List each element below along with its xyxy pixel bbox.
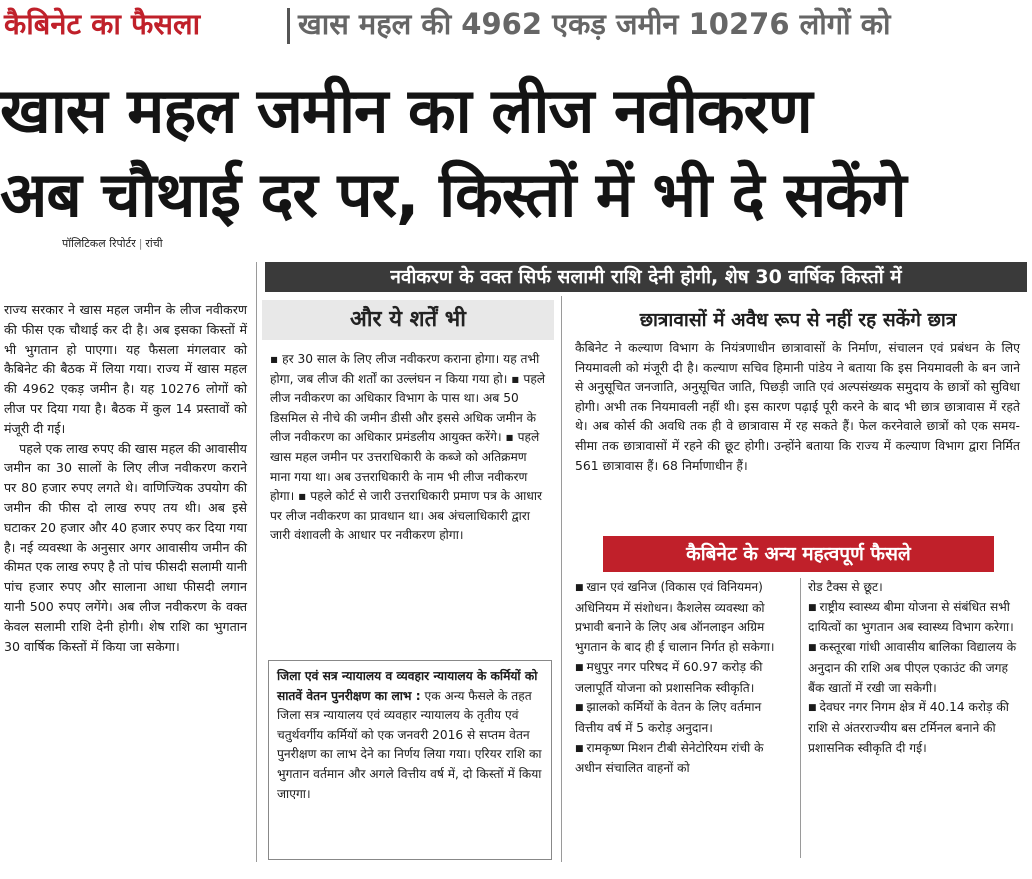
list-item: ■ झालको कर्मियों के वेतन के लिए वर्तमान वित्तीय वर्ष में 5 करोड़ अनुदान। — [575, 700, 762, 735]
headline-line-2: अब चौथाई दर पर, किस्तों में भी दे सकेंगे — [0, 158, 906, 231]
byline — [62, 236, 163, 251]
bullet-icon: ■ — [808, 602, 817, 613]
bullet-icon: ■ — [808, 643, 817, 654]
list-item-continued: रोड टैक्स से छूट। — [808, 580, 883, 594]
byline-city: रांची — [145, 237, 163, 250]
conditions-box-text: ▪ हर 30 साल के लिए लीज नवीकरण कराना होगा। यह तभी होगा, जब लीज की शर्तों का उल्लंघन न किया गया हो। ▪ पहले लीज नवीकरण का अधिकार विभाग के पास था। अब 50 डिसमिल से नीचे की जमीन डीसी और इससे अधिक जमीन के लीज नवीकरण का अधिकार प्रमंडलीय आयुक्त करेंगे। ▪ पहले खास महल जमीन पर उत्तराधिकारी के कब्जे को अतिक्रमण माना गया था। अब उत्तराधिकारी के नाम भी लीज नवीकरण होगा। ▪ पहले कोर्ट से जारी उत्तराधिकारी प्रमाण पत्र के आधार पर लीज नवीकरण का प्रावधान था। अब अंचलाधिकारी द्वारा जारी वंशावली के आधार पर नवीकरण होगा। — [270, 352, 546, 543]
subheadline-band: नवीकरण के वक्त सिर्फ सलामी राशि देनी होगी, शेष 30 वार्षिक किस्तों में — [265, 262, 1027, 292]
kicker-divider — [287, 8, 290, 44]
pay-revision-text: एक अन्य फैसले के तहत जिला सत्र न्यायालय एवं व्यवहार न्यायालय के तृतीय एवं चतुर्थवर्गीय कर्मियों को एक जनवरी 2016 से सप्तम वेतन पुनरीक्षण का लाभ देने का निर्णय लिया गया। एरियर राशि का भुगतान वर्तमान और अगले वित्तीय वर्ष में, दो किस्तों में किया जाएगा। — [277, 688, 542, 801]
list-item: ■ राष्ट्रीय स्वास्थ्य बीमा योजना से संबंधित सभी दायित्वों का भुगतान अब स्वास्थ्य विभाग करेगा। — [808, 599, 1014, 635]
column-rule-middle — [561, 296, 562, 862]
hostel-story-title: छात्रावासों में अवैध रूप से नहीं रह सकेंगे छात्र — [639, 309, 957, 331]
bullet-icon: ■ — [575, 583, 584, 593]
cabinet-decisions-title: कैबिनेट के अन्य महत्वपूर्ण फैसले — [603, 536, 994, 572]
bullet-icon: ■ — [575, 662, 584, 673]
main-story — [4, 300, 247, 656]
list-item: ■ मधुपुर नगर परिषद में 60.97 करोड़ की जलापूर्ति योजना को प्रशासनिक स्वीकृति। — [575, 659, 763, 695]
kicker-summary: खास महल की 4962 एकड़ जमीन 10276 लोगों को — [298, 7, 891, 41]
bullet-icon: ■ — [808, 703, 817, 714]
byline-reporter: पॉलिटिकल रिपोर्टर — [62, 237, 136, 250]
list-item: ■ रामकृष्ण मिशन टीबी सेनेटोरियम रांची के अधीन संचालित वाहनों को — [575, 740, 764, 776]
main-story-paragraph-1: राज्य सरकार ने खास महल जमीन के लीज नवीकरण की फीस एक चौथाई कर दी है। अब इसका किस्तों में भी भुगतान हो पाएगा। यह फैसला मंगलवार को कैबिनेट की बैठक में लिया गया। राज्य में खास महल की 4962 एकड़ जमीन है। यह 10276 लोगों को लीज पर दिया गया है। बैठक में कुल 14 प्रस्तावों को मंजूरी दी गई। — [4, 302, 247, 436]
pay-revision-box — [268, 660, 552, 860]
list-item: ■ देवघर नगर निगम क्षेत्र में 40.14 करोड़ की राशि से अंतरराज्यीय बस टर्मिनल बनाने की प्रशासनिक स्वीकृति दी गई। — [808, 700, 1009, 755]
main-story-paragraph-2: पहले एक लाख रुपए की खास महल की आवासीय जमीन का 30 सालों के लिए लीज नवीकरण कराने पर 80 हजार रुपए लगते थे। वाणिज्यिक उपयोग की जमीन की फीस दो लाख रुपए तय थी। अब इसे घटाकर 20 हजार और 40 हजार रुपए कर दिया गया है। नई व्यवस्था के अनुसार अगर आवासीय जमीन की कीमत एक लाख रुपए है तो पांच फीसदी सलामी यानी पांच हजार रुपए और सालाना आधा फीसदी लगान यानी 500 रुपए लगेंगे। अब लीज नवीकरण के वक्त केवल सलामी राशि देनी होगी। शेष राशि का भुगतान 30 वार्षिक किस्तों में किया जा सकेगा। — [4, 440, 247, 654]
column-rule-left — [256, 262, 257, 862]
list-item: ■ खान एवं खनिज (विकास एवं विनियमन) अधिनियम में संशोधन। कैशलेस व्यवस्था को प्रभावी बनाने के लिए अब ऑनलाइन अग्रिम भुगतान के बाद ही ई चालान निर्गत हो सकेगा। — [575, 580, 775, 655]
bullet-icon: ■ — [575, 743, 584, 754]
conditions-box-title: और ये शर्तें भी — [262, 300, 554, 340]
pay-revision-lead: जिला एवं सत्र न्यायालय व व्यवहार न्यायालय के कर्मियों को सातवें वेतन पुनरीक्षण का लाभ : — [277, 669, 538, 703]
list-item: ■ कस्तूरबा गांधी आवासीय बालिका विद्यालय के अनुदान की राशि अब पीएल एकाउंट की जगह बैंक खातों में रखी जा सकेगी। — [808, 640, 1017, 695]
headline-line-1: खास महल जमीन का लीज नवीकरण — [0, 74, 812, 147]
column-rule-decisions — [800, 578, 801, 858]
decisions-column-b — [808, 578, 1026, 758]
byline-separator: | — [138, 237, 143, 250]
hostel-story-text: कैबिनेट ने कल्याण विभाग के नियंत्रणाधीन छात्रावासों के निर्माण, संचालन एवं प्रबंधन के लिए नियमावली को मंजूरी दी है। कल्याण सचिव हिमानी पांडेय ने बताया कि इस नियमावली के बन जाने से अनुसूचित जनजाति, अनुसूचित जाति, पिछड़ी जाति एवं अल्पसंख्यक समुदाय के छात्रों को सुविधा होगी। अभी तक नियमावली नहीं थी। इस कारण पढ़ाई पूरी करने के बाद भी छात्र छात्रावास में रहते थे। अब कोर्स की अवधि तक ही वे छात्रावास में रह सकते हैं। फेल करनेवाले छात्रों को एक समय-सीमा तक छात्रावासों में रहने की छूट होगी। उन्होंने बताया कि राज्य में कल्याण विभाग द्वारा निर्मित 561 छात्रावास हैं। 68 निर्माणाधीन हैं। — [575, 340, 1020, 473]
decisions-column-a — [575, 578, 792, 779]
kicker-label: कैबिनेट का फैसला — [4, 7, 201, 41]
bullet-icon: ■ — [575, 703, 584, 714]
